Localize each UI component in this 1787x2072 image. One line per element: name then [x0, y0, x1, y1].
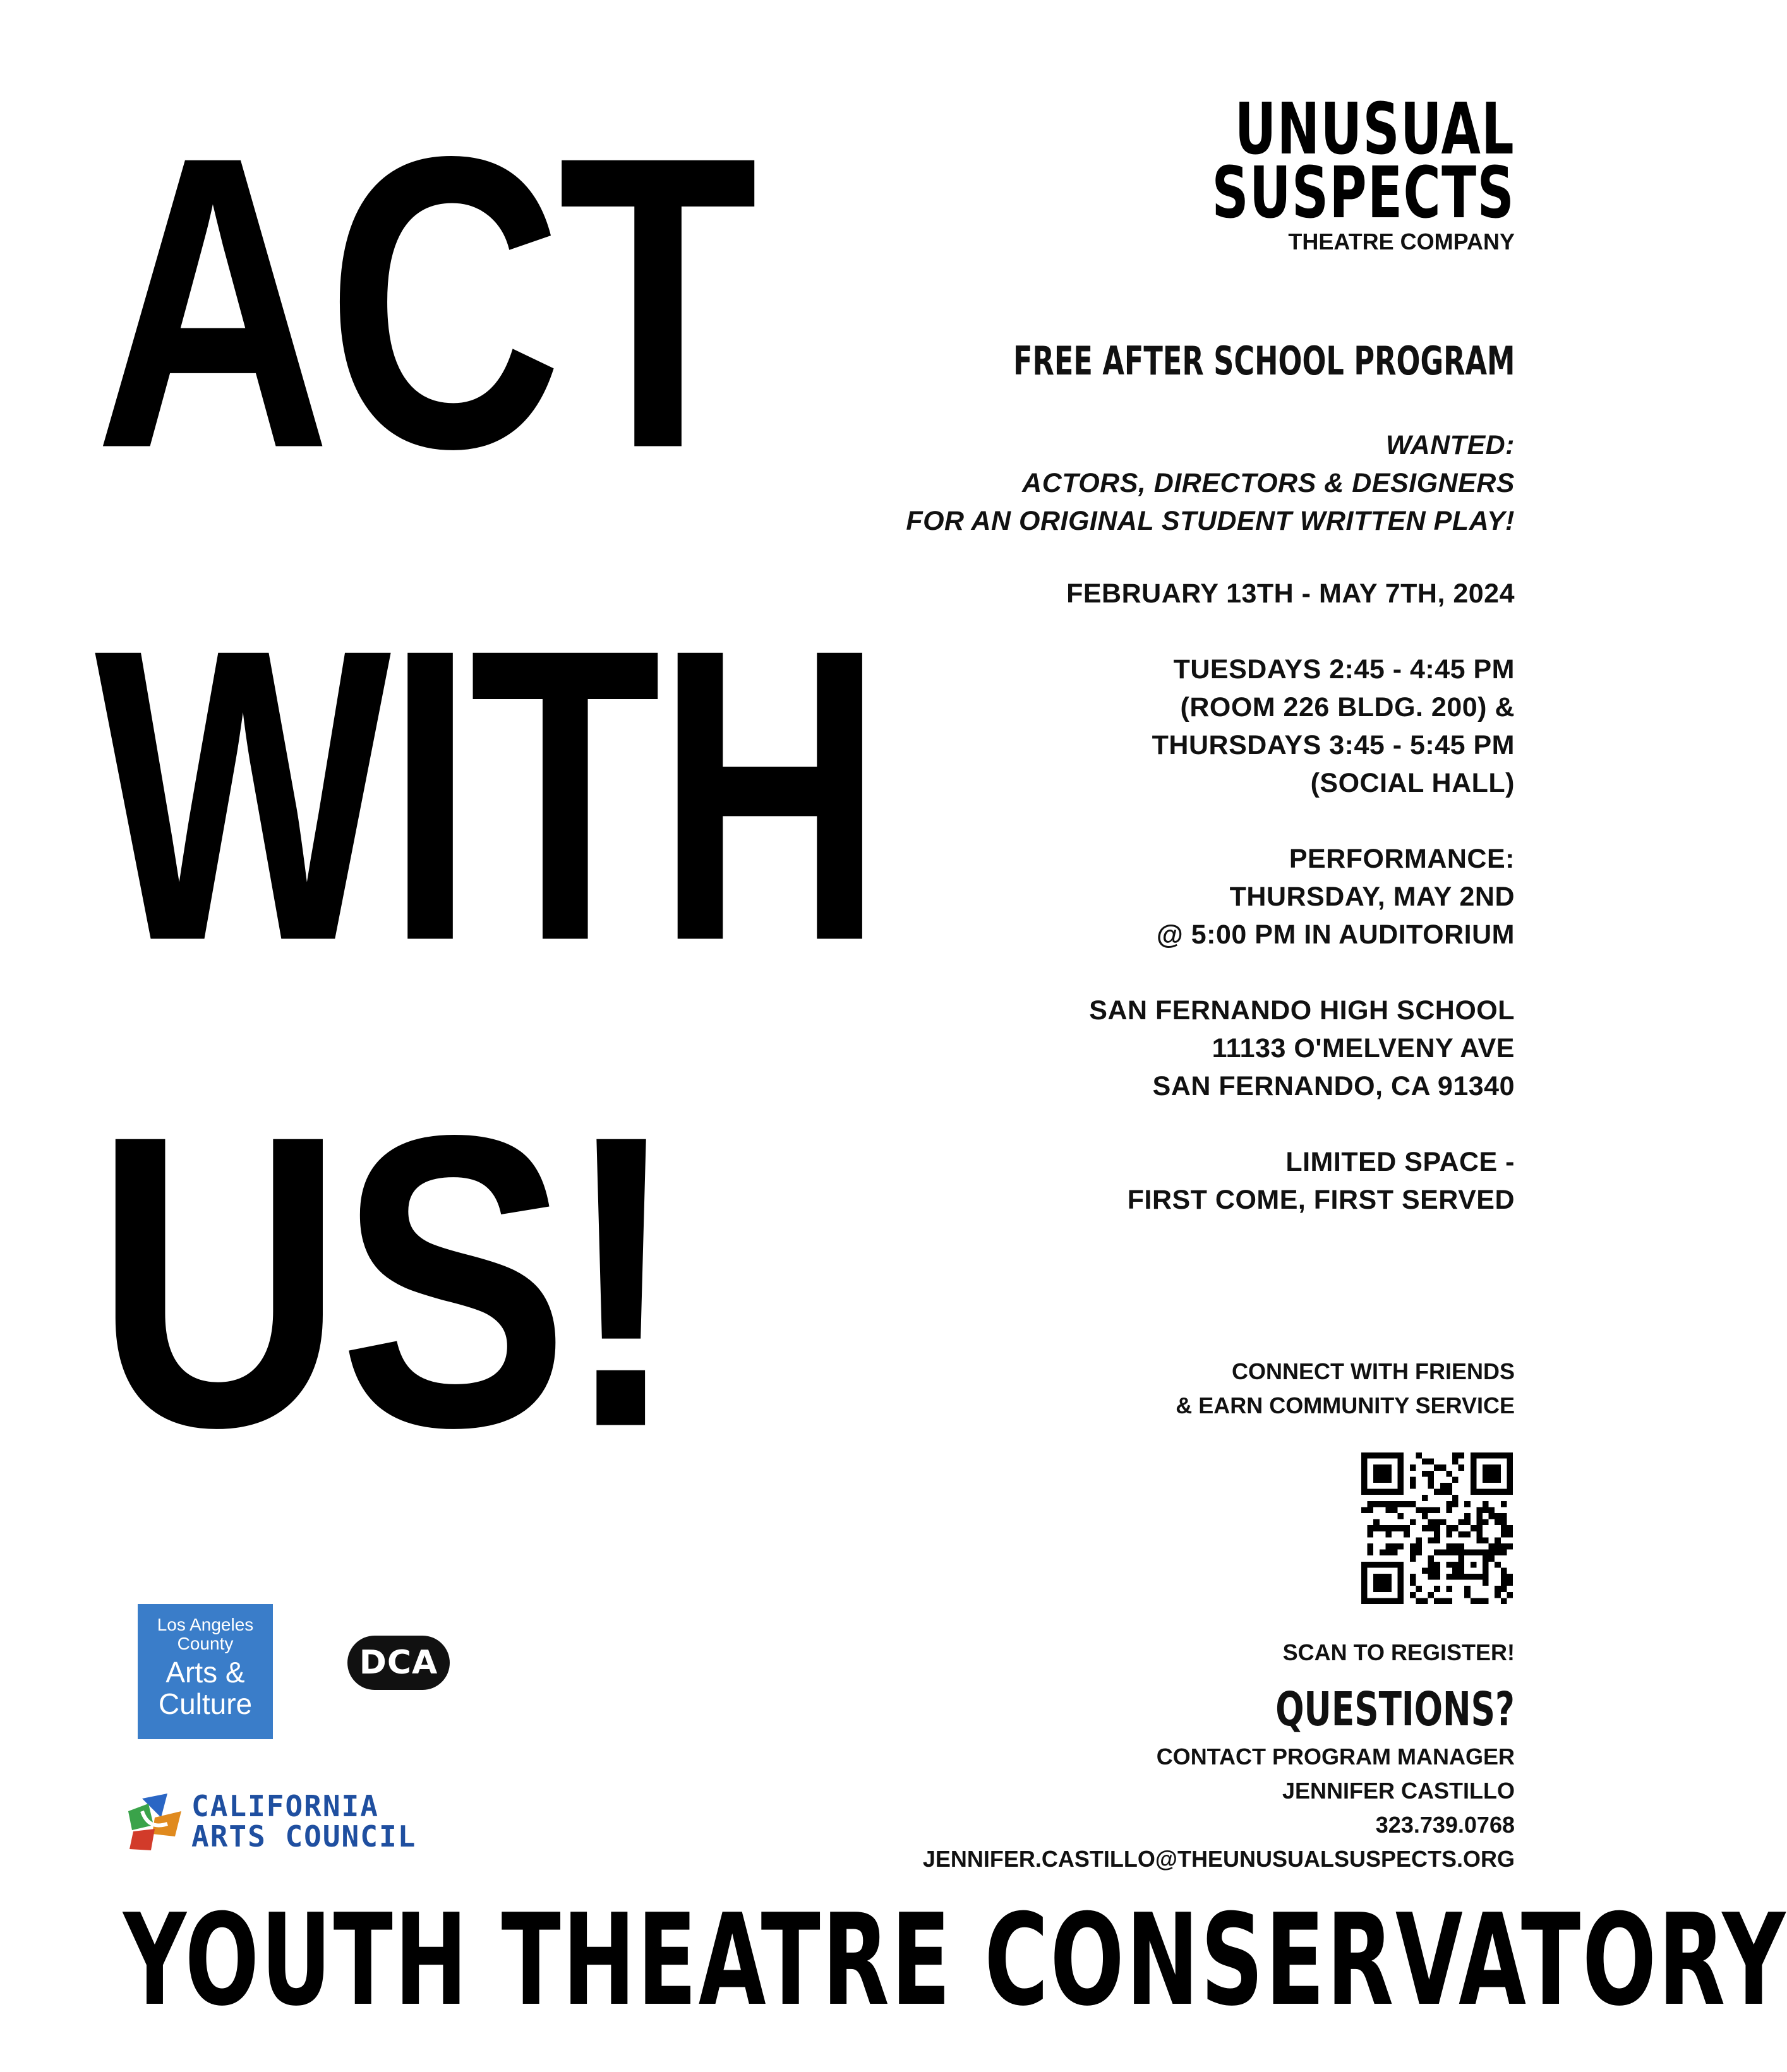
footer-title: YOUTH THEATRE CONSERVATORY: [123, 1887, 1787, 2034]
cac-emblem-icon: [123, 1792, 186, 1853]
california-arts-council-logo: [123, 1787, 420, 1857]
location-line2: 11133 O'MELVENY AVE: [1212, 1033, 1515, 1063]
connect-line2: & EARN COMMUNITY SERVICE: [1176, 1392, 1515, 1418]
la-logo-line1: Los Angeles: [157, 1615, 254, 1634]
performance-line1: PERFORMANCE:: [1289, 844, 1515, 874]
schedule-line1: TUESDAYS 2:45 - 4:45 PM: [1173, 654, 1515, 685]
headline-with: WITH: [95, 563, 879, 1027]
connect-line1: CONNECT WITH FRIENDS: [1232, 1358, 1515, 1384]
wanted-line1: WANTED:: [1385, 430, 1515, 460]
location-block: [1089, 991, 1515, 1105]
program-dates: FEBRUARY 13TH - MAY 7TH, 2024: [1066, 578, 1515, 609]
la-county-arts-logo: [138, 1604, 273, 1739]
contact-email[interactable]: JENNIFER.CASTILLO@THEUNUSUALSUSPECTS.ORG: [922, 1846, 1515, 1872]
la-logo-line2: County: [177, 1634, 234, 1653]
connect-block: [1176, 1355, 1515, 1423]
org-logo-line3: THEATRE COMPANY: [1288, 228, 1515, 255]
schedule-line3: THURSDAYS 3:45 - 5:45 PM: [1152, 730, 1515, 760]
contact-phone[interactable]: 323.739.0768: [1375, 1812, 1515, 1838]
headline-us: US!: [95, 1049, 674, 1514]
questions-heading: QUESTIONS?: [1275, 1682, 1515, 1737]
questions-line1: CONTACT PROGRAM MANAGER: [1156, 1744, 1515, 1770]
performance-line3: @ 5:00 PM IN AUDITORIUM: [1156, 919, 1515, 950]
wanted-line2: ACTORS, DIRECTORS & DESIGNERS: [1022, 468, 1515, 498]
org-logo-line2: SUSPECTS: [1212, 152, 1515, 234]
location-line1: SAN FERNANDO HIGH SCHOOL: [1089, 995, 1515, 1026]
wanted-block: [906, 426, 1515, 540]
la-logo-line4: Culture: [158, 1687, 253, 1720]
schedule-line4: (SOCIAL HALL): [1310, 768, 1515, 798]
headline-act: ACT: [95, 70, 754, 535]
wanted-line3: FOR AN ORIGINAL STUDENT WRITTEN PLAY!: [906, 506, 1515, 536]
cac-line1: CALIFORNIA: [191, 1789, 379, 1823]
performance-block: [1157, 840, 1515, 954]
org-logo-line1: UNUSUAL: [1234, 88, 1515, 171]
schedule-line2: (ROOM 226 BLDG. 200) &: [1180, 692, 1515, 722]
registration-qr-code[interactable]: [1361, 1452, 1513, 1604]
cac-line2: ARTS COUNCIL: [191, 1819, 417, 1853]
la-logo-line3: Arts &: [165, 1656, 245, 1689]
dca-logo: DCA: [347, 1636, 450, 1690]
schedule-block: [1152, 650, 1515, 802]
program-title: FREE AFTER SCHOOL PROGRAM: [1013, 338, 1515, 384]
scan-label: SCAN TO REGISTER!: [1282, 1639, 1515, 1665]
limited-line2: FIRST COME, FIRST SERVED: [1127, 1185, 1515, 1215]
location-line3: SAN FERNANDO, CA 91340: [1152, 1071, 1515, 1101]
limited-line1: LIMITED SPACE -: [1285, 1147, 1515, 1177]
questions-line2: JENNIFER CASTILLO: [1282, 1778, 1515, 1804]
questions-block: [923, 1740, 1515, 1876]
performance-line2: THURSDAY, MAY 2ND: [1229, 882, 1515, 912]
org-logo: [1094, 88, 1515, 256]
limited-block: [1128, 1143, 1515, 1219]
